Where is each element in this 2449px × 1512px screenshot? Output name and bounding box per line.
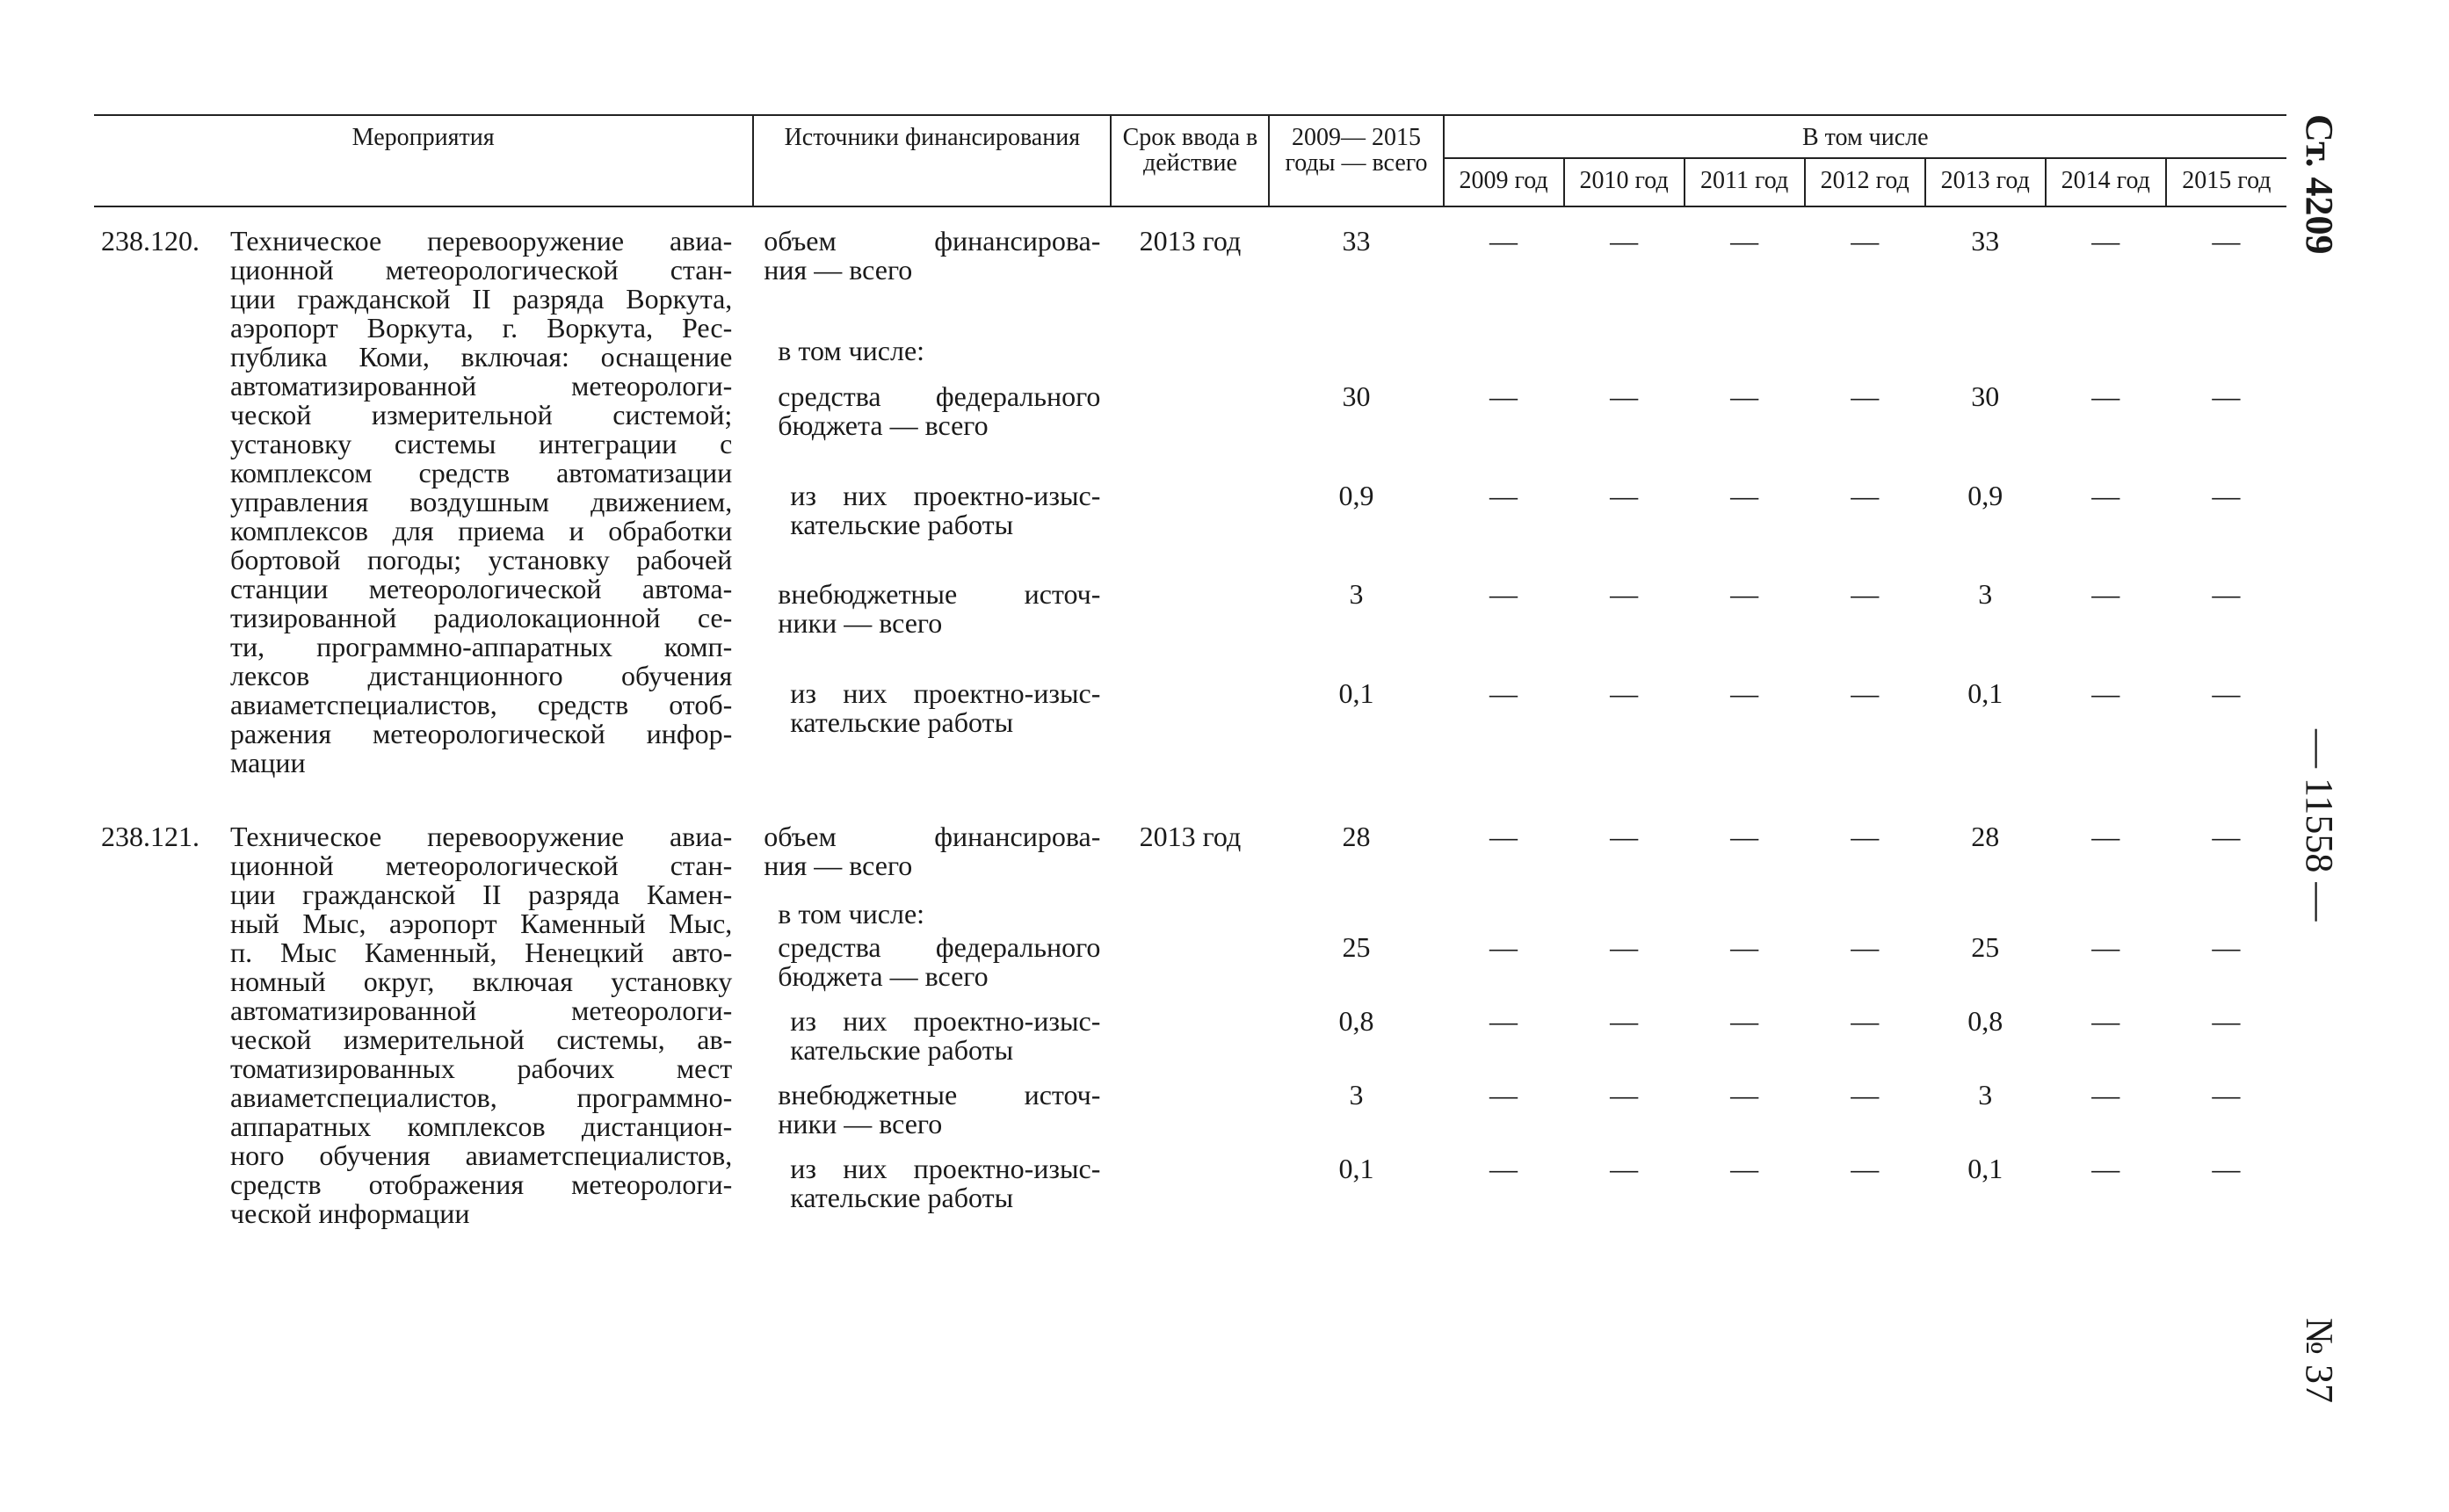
year-value: —: [1489, 578, 1518, 610]
year-value: —: [2091, 578, 2120, 610]
year-value: —: [2212, 676, 2241, 709]
header-year: 2010 год: [1564, 158, 1685, 206]
year-value: —: [1851, 380, 1880, 412]
funding-source-line: бюджета — всего: [778, 409, 989, 441]
funding-source: [753, 1154, 1111, 1228]
activity-line: станции метеорологической автома-: [230, 573, 733, 604]
activity-line: комплексом средств автоматизации: [230, 457, 733, 488]
year-value: —: [1610, 225, 1639, 257]
year-value: —: [2212, 578, 2241, 610]
year-value: [2166, 336, 2286, 382]
year-value: —: [2091, 1005, 2120, 1038]
year-value: [1444, 900, 1564, 933]
funding-source-line: ния — всего: [764, 254, 913, 286]
issue-number: № 37: [2298, 1318, 2341, 1403]
year-value: [2046, 900, 2166, 933]
year-value: —: [1851, 479, 1880, 511]
funding-source: [753, 580, 1111, 679]
year-value: —: [2091, 1079, 2120, 1111]
activity-line: томатизированных рабочих мест: [230, 1053, 733, 1084]
activity-line: ционной метеорологической стан-: [230, 254, 733, 286]
year-value: —: [1489, 380, 1518, 412]
year-value: —: [1730, 1153, 1759, 1185]
year-value: —: [1730, 225, 1759, 257]
activity-description: [230, 803, 753, 1228]
activity-line: средств отображения метеорологи-: [230, 1168, 733, 1200]
funding-source: [753, 803, 1111, 900]
activity-description: [230, 206, 753, 778]
funding-source: [753, 897, 1111, 933]
year-value: —: [2212, 225, 2241, 257]
funding-source-line: бюджета — всего: [778, 960, 989, 993]
activity-line: управления воздушным движением,: [230, 486, 733, 517]
year-value: [2046, 336, 2166, 382]
year-value: —: [1489, 1153, 1518, 1185]
activity-line: авиаметспециалистов, программно-: [230, 1082, 733, 1113]
activity-line: ционной метеорологической стан-: [230, 850, 733, 881]
year-value: 30: [1971, 380, 2000, 412]
table-header: [94, 115, 2286, 206]
year-value: [1925, 336, 2046, 382]
year-value: —: [1610, 676, 1639, 709]
header-including: В том числе: [1444, 115, 2286, 158]
funding-source: [753, 336, 1111, 382]
item-number: 238.120.: [101, 225, 199, 257]
funding-source-line: кательские работы: [790, 508, 1014, 540]
year-value: [1805, 336, 1925, 382]
activity-line: ческой измерительной системой;: [230, 399, 733, 430]
year-value: 0,1: [1967, 1153, 2003, 1185]
activity-line: публика Коми, включая: оснащение: [230, 341, 733, 373]
funding-source-line: кательские работы: [790, 705, 1014, 738]
year-value: —: [1730, 380, 1759, 412]
funding-source-line: объем финансирова-: [764, 225, 1101, 257]
funding-source: [753, 1007, 1111, 1081]
year-value: 0,1: [1967, 676, 2003, 709]
year-value: —: [1489, 676, 1518, 709]
year-value: [1685, 336, 1805, 382]
total-value: 30: [1342, 380, 1371, 412]
header-measures: Мероприятия: [94, 115, 753, 206]
funding-source-line: кательские работы: [790, 1182, 1014, 1214]
activity-line: лексов дистанционного обучения: [230, 660, 733, 691]
year-value: —: [2212, 821, 2241, 852]
year-value: [1805, 900, 1925, 933]
year-value: —: [1730, 578, 1759, 610]
total-value: [1269, 336, 1443, 382]
header-sources: Источники финансирования: [753, 115, 1111, 206]
year-value: —: [1851, 225, 1880, 257]
activity-line: автоматизированной метеорологи-: [230, 995, 733, 1026]
year-value: —: [1730, 676, 1759, 709]
activity-line: авиаметспециалистов, средств отоб-: [230, 689, 733, 720]
header-year: 2014 год: [2046, 158, 2166, 206]
year-value: —: [1610, 931, 1639, 964]
year-value: —: [2212, 479, 2241, 511]
total-value: 0,9: [1338, 479, 1374, 511]
year-value: —: [1489, 225, 1518, 257]
year-value: —: [1851, 821, 1880, 852]
activity-line: ческой информации: [230, 1197, 470, 1229]
total-value: 28: [1342, 821, 1371, 852]
commissioning-term: 2013 год: [1139, 225, 1242, 257]
year-value: [1925, 900, 2046, 933]
funding-source: [753, 1081, 1111, 1154]
year-value: —: [2212, 931, 2241, 964]
total-value: 3: [1349, 1079, 1364, 1111]
year-value: —: [1489, 821, 1518, 852]
year-value: —: [1610, 1153, 1639, 1185]
year-value: —: [2212, 380, 2241, 412]
year-value: —: [1851, 1079, 1880, 1111]
funding-source-line: ния — всего: [764, 850, 913, 881]
year-value: —: [1730, 479, 1759, 511]
year-value: —: [1730, 821, 1759, 852]
table-body: [94, 206, 2286, 1228]
year-value: —: [1851, 931, 1880, 964]
activity-line: ти, программно-аппаратных комп-: [230, 631, 733, 662]
activity-line: тизированной радиолокационной се-: [230, 602, 733, 633]
activity-line: ражения метеорологической инфор-: [230, 718, 733, 749]
activity-line: Техническое перевооружение авиа-: [230, 225, 733, 257]
activity-line: аппаратных комплексов дистанцион-: [230, 1110, 733, 1142]
year-value: —: [2212, 1079, 2241, 1111]
year-value: 28: [1971, 821, 2000, 852]
activity-line: бортовой погоды; установку рабочей: [230, 544, 733, 575]
page-label: Ст. 4209: [2298, 114, 2341, 255]
year-value: —: [1610, 1005, 1639, 1038]
year-value: —: [1610, 578, 1639, 610]
year-value: 33: [1971, 225, 2000, 257]
year-value: —: [1489, 1079, 1518, 1111]
total-value: 3: [1349, 578, 1364, 610]
spacer-cell: [94, 778, 2286, 803]
year-value: —: [2091, 380, 2120, 412]
year-value: —: [1489, 1005, 1518, 1038]
funding-source: [753, 933, 1111, 1007]
header-term: Срок ввода в действие: [1111, 115, 1269, 206]
row-spacer: [94, 778, 2286, 803]
funding-source-line: средства федерального: [778, 931, 1101, 964]
year-value: [1444, 336, 1564, 382]
year-value: 3: [1978, 578, 1993, 610]
funding-source-line: в том числе:: [778, 897, 925, 930]
year-value: —: [1851, 676, 1880, 709]
year-value: —: [1730, 1005, 1759, 1038]
year-value: —: [1851, 1005, 1880, 1038]
header-year: 2015 год: [2166, 158, 2286, 206]
header-total: 2009— 2015 годы — всего: [1269, 115, 1443, 206]
funding-source: [753, 481, 1111, 581]
year-value: —: [2091, 931, 2120, 964]
year-value: [2166, 900, 2286, 933]
table-row: [94, 206, 2286, 336]
financing-table: [94, 114, 2286, 1228]
commissioning-term: 2013 год: [1139, 821, 1242, 852]
activity-line: ного обучения авиаметспециалистов,: [230, 1139, 733, 1171]
total-value: 25: [1342, 931, 1371, 964]
year-value: —: [1489, 479, 1518, 511]
total-value: [1269, 900, 1443, 933]
year-value: —: [2091, 225, 2120, 257]
year-value: —: [2091, 1153, 2120, 1185]
item-number: 238.121.: [101, 821, 199, 852]
header-year: 2009 год: [1444, 158, 1564, 206]
funding-source: [753, 676, 1111, 778]
activity-line: п. Мыс Каменный, Ненецкий авто-: [230, 937, 733, 968]
year-value: —: [1610, 479, 1639, 511]
year-value: 25: [1971, 931, 2000, 964]
activity-line: номный округ, включая установку: [230, 966, 733, 997]
funding-source-line: внебюджетные источ-: [778, 1079, 1101, 1111]
funding-source-line: объем финансирова-: [764, 821, 1101, 852]
year-value: —: [1610, 821, 1639, 852]
year-value: —: [1851, 578, 1880, 610]
activity-line: мации: [230, 747, 306, 778]
year-value: —: [1610, 1079, 1639, 1111]
year-value: [1564, 336, 1685, 382]
year-value: —: [2091, 821, 2120, 852]
table-row: [94, 803, 2286, 900]
funding-source-line: ники — всего: [778, 607, 943, 639]
year-value: [1564, 900, 1685, 933]
funding-source-line: из них проектно-изыс-: [790, 1005, 1101, 1038]
year-value: —: [2091, 479, 2120, 511]
funding-source: [753, 382, 1111, 481]
total-value: 33: [1342, 225, 1371, 257]
year-value: —: [2212, 1005, 2241, 1038]
funding-source-line: в том числе:: [778, 335, 925, 367]
activity-line: ческой измерительной системы, ав-: [230, 1024, 733, 1055]
funding-source-line: внебюджетные источ-: [778, 578, 1101, 610]
year-value: —: [1730, 1079, 1759, 1111]
activity-line: комплексов для приема и обработки: [230, 515, 733, 546]
year-value: —: [1730, 931, 1759, 964]
header-year: 2012 год: [1805, 158, 1925, 206]
total-value: 0,1: [1338, 676, 1374, 709]
year-value: —: [1489, 931, 1518, 964]
year-value: 0,9: [1967, 479, 2003, 511]
funding-source-line: из них проектно-изыс-: [790, 1153, 1101, 1185]
year-value: —: [2091, 676, 2120, 709]
funding-source: [753, 206, 1111, 336]
activity-line: аэропорт Воркута, г. Воркута, Рес-: [230, 312, 733, 344]
year-value: —: [1610, 380, 1639, 412]
funding-source-line: кательские работы: [790, 1034, 1014, 1067]
activity-line: установку системы интеграции с: [230, 428, 733, 459]
funding-source-line: из них проектно-изыс-: [790, 479, 1101, 511]
total-value: 0,1: [1338, 1153, 1374, 1185]
activity-line: ный Мыс, аэропорт Каменный Мыс,: [230, 908, 733, 939]
activity-line: Техническое перевооружение авиа-: [230, 821, 733, 852]
total-value: 0,8: [1338, 1005, 1374, 1038]
year-value: 3: [1978, 1079, 1993, 1111]
year-value: [1685, 900, 1805, 933]
year-value: —: [1851, 1153, 1880, 1185]
activity-line: ции гражданской II разряда Камен-: [230, 879, 733, 910]
header-year: 2013 год: [1925, 158, 2046, 206]
activity-line: ции гражданской II разряда Воркута,: [230, 283, 733, 315]
activity-line: автоматизированной метеорологи-: [230, 370, 733, 402]
year-value: —: [2212, 1153, 2241, 1185]
year-value: 0,8: [1967, 1005, 2003, 1038]
header-year: 2011 год: [1685, 158, 1805, 206]
page-number: — 11558 —: [2298, 729, 2341, 922]
funding-source-line: из них проектно-изыс-: [790, 676, 1101, 709]
funding-source-line: средства федерального: [778, 380, 1101, 412]
funding-source-line: ники — всего: [778, 1108, 943, 1140]
